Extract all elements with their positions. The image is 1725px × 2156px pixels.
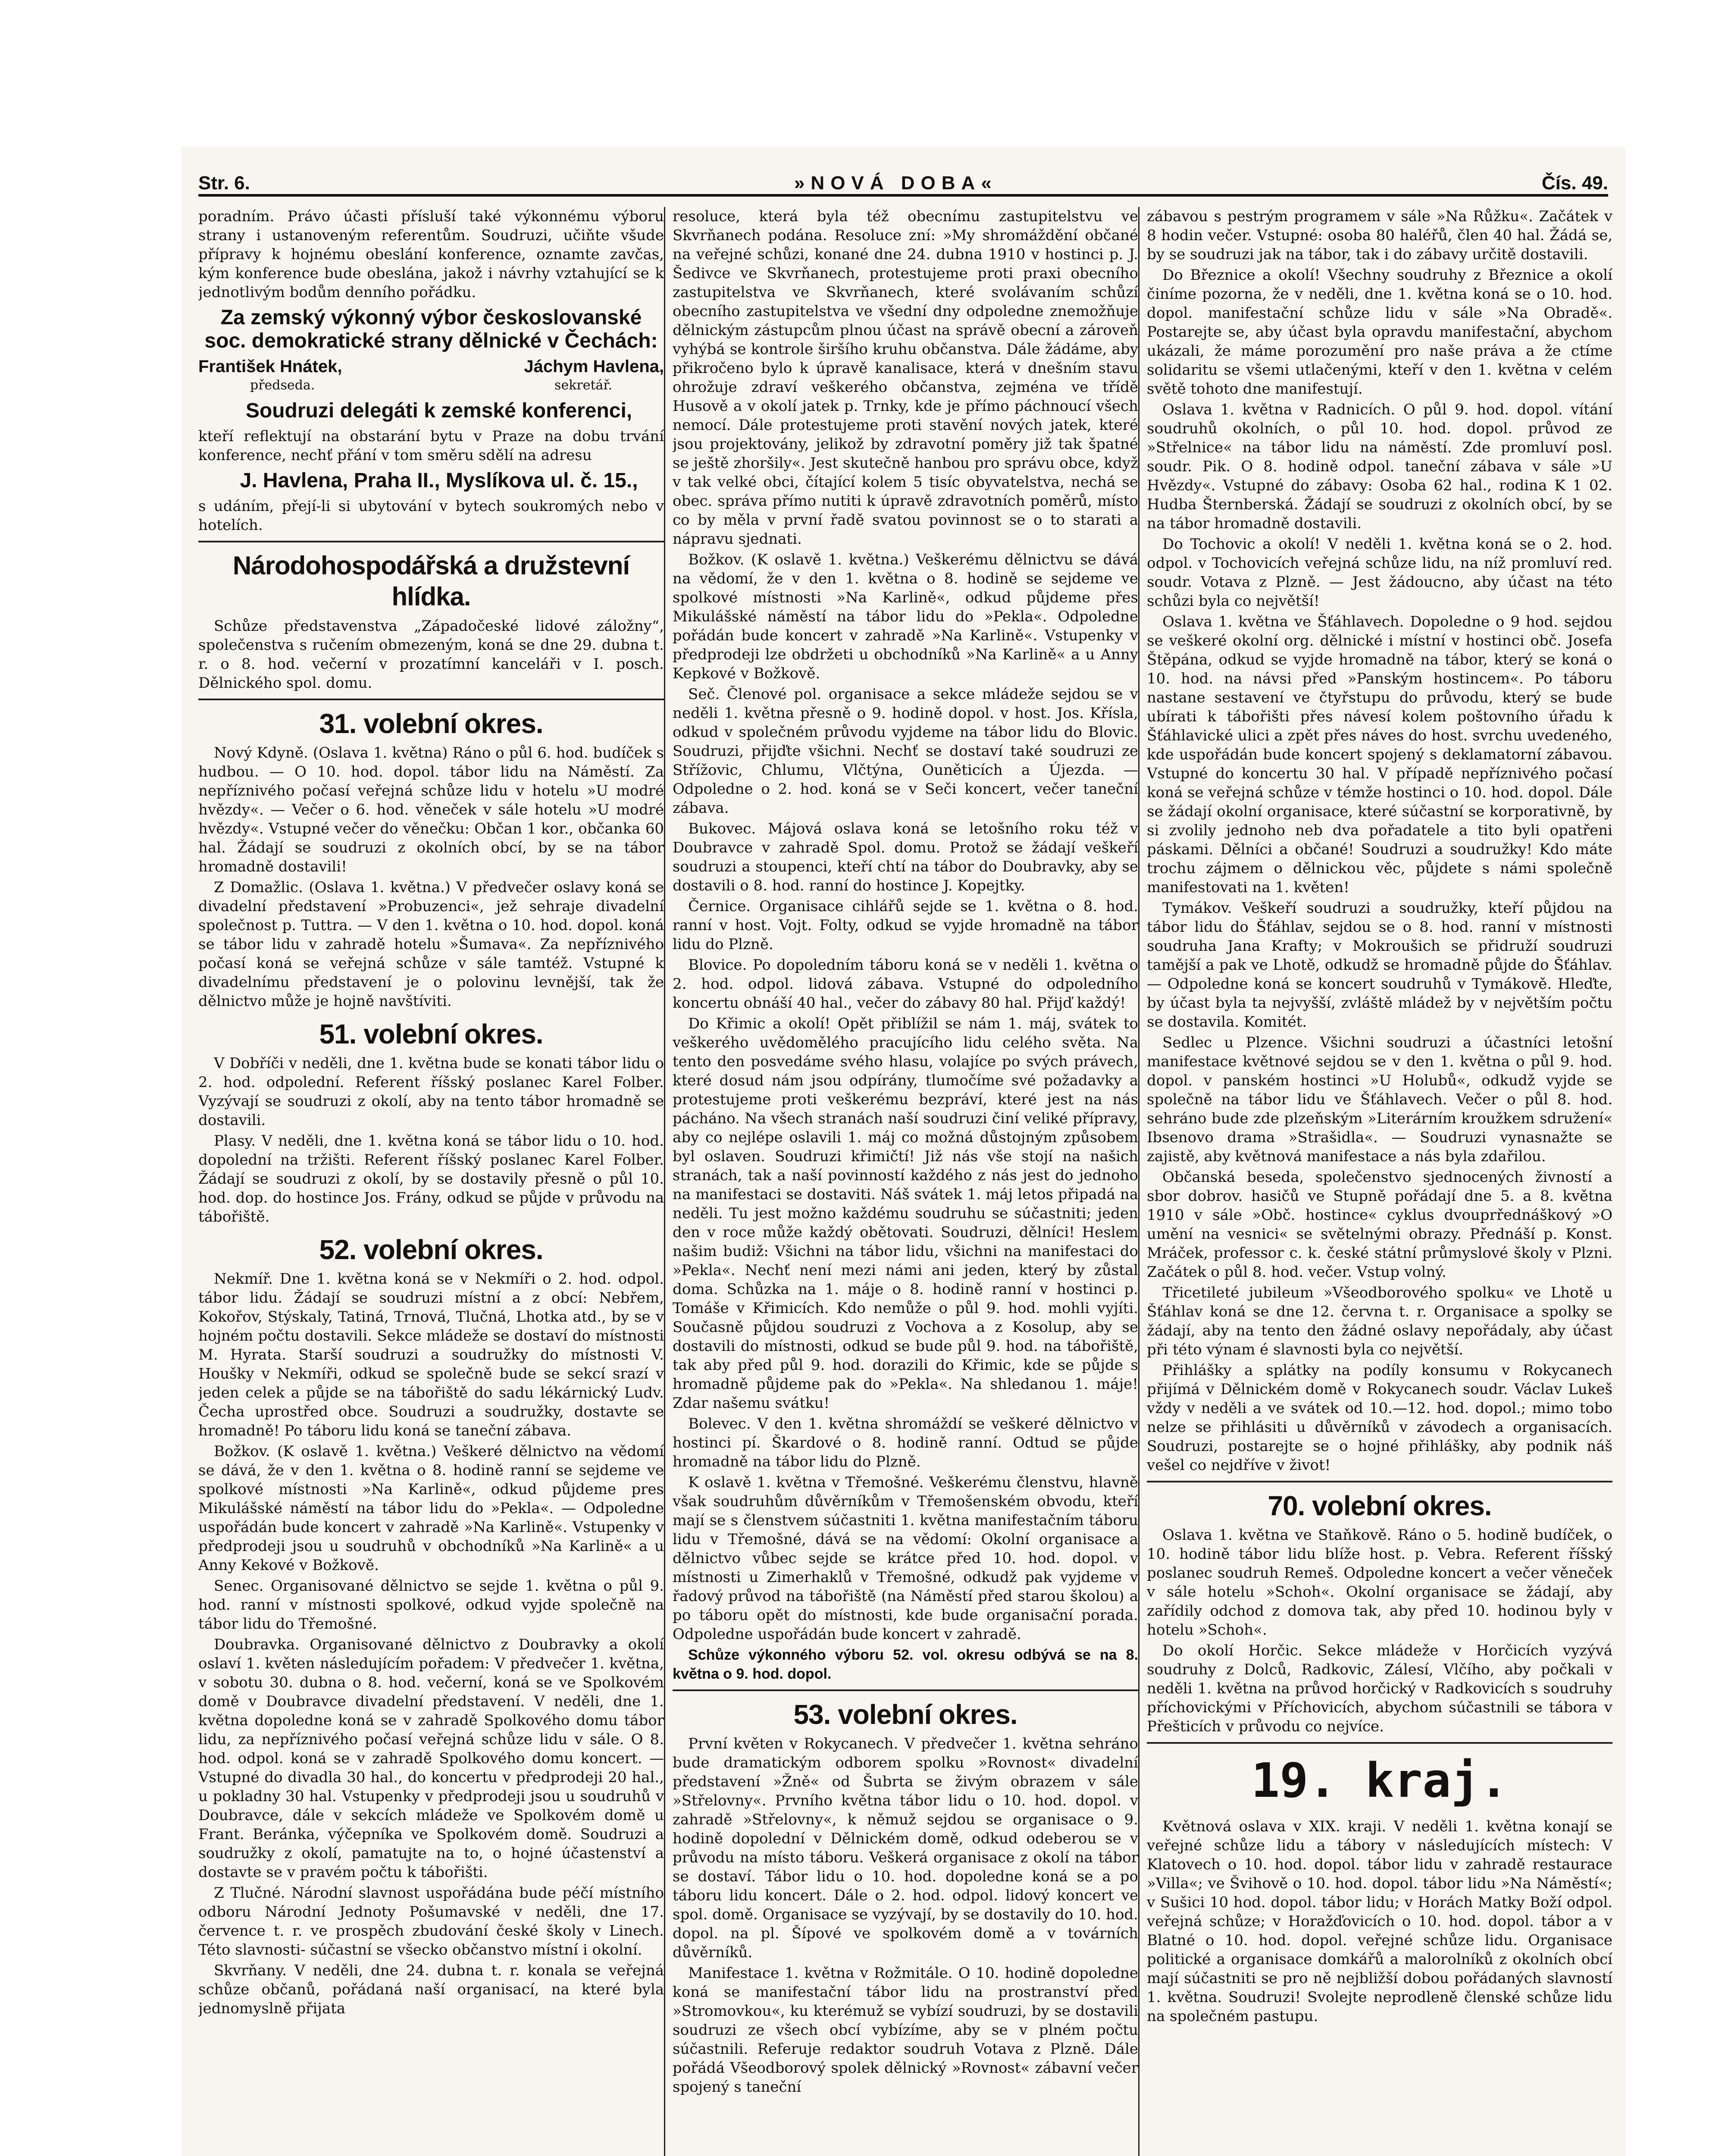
article-paragraph: Senec. Organisované dělnictvo se sejde 1. května o půl 9. hod. ranní v místnosti spolkové, odkud vyjde společně na tábor lidu do Třemošné. — [198, 1577, 664, 1633]
article-paragraph: Manifestace 1. května v Rožmitále. O 10. hodině dopoledne koná se manifestační tábor lidu na prostranství před »Stromovkou«, ku kterémuž se vybízí soudruzi, by se dostavili soudruzi ze všech obcí vybízíme, aby se v plném počtu súčastnili. Referuje redaktor soudruh Votava z Plzně. Dále pořádá Všeodborový spolek dělnický »Rovnost« zábavní večer spojený s taneční — [673, 1965, 1138, 2096]
section-heading: Národohospodářská a družstevní hlídka. — [232, 551, 630, 611]
article-paragraph: Přihlášky a splátky na podíly konsumu v Rokycanech přijímá v Dělnickém domě v Rokycanech soudr. Václav Lukeš vždy v neděli a ve svátek od 10.—12. hod. dopol.; mimo tobo nelze se přihlásiti u důvěrníků v závodech a organisacích. Soudruzi, postarejte se o hojné přihlášky, aby podnik náš vešel co nejdříve v život! — [1147, 1362, 1612, 1474]
article-paragraph: zábavou s pestrým programem v sále »Na Růžku«. Začátek v 8 hodin večer. Vstupné: osoba 80 haléřů, člen 40 hal. Žádá se, by se soudruzi jak na tábor, tak i do zábavy určitě dostavili. — [1147, 208, 1612, 263]
article-paragraph: Nový Kdyně. (Oslava 1. května) Ráno o půl 6. hod. budíček s hudbou. — O 10. hod. dopol. tábor lidu na Náměstí. Za nepříznivého počasí veřejná schůze lidu v hotelu »U modré hvězdy«. — Večer o 6. hod. věneček v sále hotelu »U modré hvězdy«. Vstupné večer do věnečku: Občan 1 kor., občanka 60 hal. Žádají se soudruzi z okolních obcí, by se na tábor hromadně dostavili! — [198, 744, 664, 875]
article-paragraph: Z Tlučné. Národní slavnost uspořádána bude péčí místního odboru Národní Jednoty Pošumavské v neděli, dne 17. července t. r. ve prospěch zbudování české školy v Linech. Této slavnosti- súčastní se všecko občanstvo místní i okolní. — [198, 1884, 664, 1959]
article-paragraph: Občanská beseda, společenstvo sjednocených živností a sbor dobrov. hasičů ve Stupně pořádají dne 5. a 8. května 1910 v sále »Obč. hostince« cyklus dvouprřednáškový »O umění na vesnici« se světelnými obrazy. Přednáší p. Konst. Mráček, professor c. k. české státní průmyslové školy v Plzni. Začátek o půl 8. hod. večer. Vstup volný. — [1147, 1169, 1612, 1281]
column-2 — [673, 207, 1138, 2156]
delegates-text: kteří reflektují na obstarání bytu v Praze na dobu trvání konference, nechť přání v tom směru sdělí na adresu — [198, 428, 664, 464]
article-paragraph: Do Křimic a okolí! Opět přiblížil se nám 1. máj, svátek to veškerého uvědomělého pracujícího lidu celého světa. Na tento den posvedáme svého hlasu, volajíce po svých právech, které dosud nám jsou odpírány, tlumočíme své požadavky a protestujeme proti veškerému bezpráví, které jest na nás pácháno. Na všech stranách naší soudruzi činí veliké přípravy, aby co nejlépe oslavili 1. máj co možná důstojným způsobem byl oslaven. Soudruzi křimičtí! Již nás vše stojí na našich stranách, tak a naší povinností každého z nás jest do jednoho na manifestaci se dostaviti. Náš svátek 1. máj letos připadá na neděli. Tu jest možno každému soudruhu se súčastniti; jeden den v roce může každý obětovati. Soudruzi, dělníci! Heslem našim budiž: Všichni na tábor lidu, všichni na manifestaci do »Pekla«. Nechť není mezi námi ani jeden, který by zůstal doma. Schůzka na 1. máje o 8. hodině ranní v hostinci p. Tomáše v Křimicích. Kdo nemůže o půl 9. hod. mohli vyjíti. Současně půjdou soudruzi z Vochova a z Kosolup, aby se dostavili do místnosti, odkud se bude půl 9. hod. na tábořiště, tak aby před půl 9. hod. dorazili do Křimic, kde se půjde s hromadně půjdeme pak do »Pekla«. Na shledanou 1. máje! Zdar našemu svátku! — [673, 1015, 1138, 1412]
article-paragraph: Do okolí Horčic. Sekce mládeže v Horčicích vyzývá soudruhy z Dolců, Radkovic, Zálesí, Vlčího, aby počkali v neděli 1. května na průvod horčický v Radkovicích s soudruhy příchovickými v Příchovicích, abychom súčastnili se tábora v Přešticích v průvodu co nejvíce. — [1147, 1642, 1612, 1735]
district-heading: 51. volební okres. — [319, 1018, 543, 1050]
article-paragraph: Blovice. Po dopoledním táboru koná se v neděli 1. května o 2. hod. odpol. lidová zábava. Vstupné do odpoledního koncertu obnáší 40 hal., večer do zábavy 80 hal. Přijď každý! — [673, 956, 1138, 1012]
district-heading: 53. volební okres. — [793, 1699, 1017, 1730]
article-paragraph: Sedlec u Plzence. Všichni soudruzi a účastníci letošní manifestace květnové sejdou se v den 1. května o půl 9. hod. dopol. v panském hostinci »U Holubů«, odkudž vyjde se společně na tábor lidu ve Šťáhlavech. Večer o půl 8. hod. sehráno bude zde plzeňským »Literárním kroužkem sdružení« Ibsenovo drama »Strašidla«. — Soudruzi vynasnažte se zajistě, aby květnová manifestace a nás byla zdařilou. — [1147, 1034, 1612, 1165]
page-number: Str. 6. — [198, 172, 250, 194]
divider — [1147, 1742, 1612, 1744]
issue-number: Čís. 49. — [1541, 172, 1608, 194]
district-heading: 31. volební okres. — [319, 708, 543, 739]
district-heading: 70. volební okres. — [1268, 1490, 1492, 1521]
signature-roles — [198, 376, 664, 395]
article-paragraph: Z Domažlic. (Oslava 1. května.) V předvečer oslavy koná se divadelní představení »Probuzenci«, jež sehraje divadelní společnost p. Tuttra. — V den 1. května o 10. hod. dopol. koná se tábor lidu v zahradě hotelu »Šumava«. Za nepříznivého počasí koná se veřejná schůze v sále tamtéž. Vstupné k divadelnímu představení je o polovinu levnější, tak že dělnictvo může je hojně navštíviti. — [198, 879, 664, 1010]
article-paragraph: Třicetileté jubileum »Všeodborového spolku« ve Lhotě u Šťáhlav koná se dne 12. června t. r. Organisace a spolky se žádají, aby na tento den žádné oslavy nepořádaly, aby účast při této výnam é slavnosti byla co největší. — [1147, 1284, 1612, 1358]
article-paragraph: Doubravka. Organisované dělnictvo z Doubravky a okolí oslaví 1. květen následujícím pořadem: V předvečer 1. května, v sobotu 30. dubna o 8. hod. večerní, koná se ve Spolkovém domě v Doubravce divadelní představení. V neděli, dne 1. května dopoledne koná se v zahradě Spolkového domu tábor lidu, za nepříznivého počasí veřejná schůze lidu v sále. O 8. hod. odpol. koná se v zahradě Spolkového domu koncert. — Vstupné do divadla 30 hal., do koncertu v předprodeji 20 hal., u pokladny 30 hal. Vstupenky v předprodeji jsou u soudruhů v Doubravce, dále v sekcích mládeže ve Spolkovém domě u Frant. Beránka, výčepníka ve Spolkovém domě. Soudruzi a soudružky z okolí, pamatujte na to, o hojné účastenství a dostavte se v pravém počtu k tábořišti. — [198, 1636, 664, 1881]
column-3 — [1147, 207, 1612, 2156]
executive-heading: Za zemský výkonný výbor českoslovanské soc. demokratické strany dělnické v Čechách: — [204, 306, 658, 352]
article-paragraph: K oslavě 1. května v Třemošné. Veškerému členstvu, hlavně však soudruhům důvěrníkům v Třemošenském obvodu, kteří mají se s členstvem súčastniti 1. května manifestačním táboru lidu v Třemošné, dává se na vědomí: Okolní organisace a dělnictvo vůbec sejde se krátce před 10. hod. dopol. v místnosti u Zimerhaklů v Třemošné, odkudž pak vyjdeme v řadový průvod na tábořiště (na Náměstí před starou školou) a po táboru opět do místnosti, kde bude organisační porada. Odpoledne uspořádán bude koncert v zahradě. — [673, 1474, 1138, 1643]
article-paragraph: Skvrňany. V neděli, dne 24. dubna t. r. konala se veřejná schůze občanů, pořádaná naší organisací, na které byla jednomyslně přijata — [198, 1962, 664, 2017]
delegates-tail: s udáním, přejí-li si ubytování v bytech soukromých nebo v hotelích. — [198, 498, 664, 534]
delegates-address: J. Havlena, Praha II., Myslíkova ul. č. 15., — [240, 469, 638, 492]
district-heading: 52. volební okres. — [319, 1234, 543, 1265]
article-paragraph: Plasy. V neděli, dne 1. května koná se tábor lidu o 10. hod. dopolední na tržišti. Referent říšský poslanec Karel Folber. Žádají se soudruzi z okolí, by se dostavily přesně o půl 10. hod. dop. do hostince Jos. Frány, odkud se půjde v průvodu na tábořiště. — [198, 1132, 664, 1225]
article-paragraph: Schůze představenstva „Západočeské lidové záložny“, společenstva s ručením obmezeným, koná se dne 29. dubna t. r. o 8. hod. večerní v prozatímní kanceláři v I. posch. Dělnického spol. domu. — [198, 617, 664, 692]
signature-chairman: František Hnátek, — [198, 357, 342, 376]
article-paragraph: resoluce, která byla též obecnímu zastupitelstvu ve Skvrňanech podána. Resoluce zní: »My shromáždění občané na veřejné schůzi, konané dne 24. dubna 1910 v hostinci p. J. Šedivce ve Skvrňanech, protestujeme proti praxi obecního zastupitelstva ve Skvrňanech, které svolávaním schůzí obecního zastupitelstva ve všední dny odpoledne znemožňuje dělnickým zástupcům plnou účast na správě obecní a zároveň vyhýbá se kontrole širšího kruhu občanstva. Dále žádáme, aby přikročeno bylo k úpravě kanalisace, která v dnešním stavu ohrožuje zdraví veškerého občanstva, zejména ve třídě Husově a v okolí jatek p. Trnky, kde je přímo páchnoucí všech nemocí. Dále protestujeme proti stavění nových jatek, které jsou projektovány, jelikož by zdravotní poměry již tak špatné se ještě zhoršily«. Jest skutečně hanbou pro správu obce, když v tak velké obci, čítající kolem 5 tisíc obyvatelstva, nechá se obec. správa přímo nutiti k úpravě zdravotních poměrů, místo co by měla v první řadě svatou povinnost se o to starati a nápravu sjednati. — [673, 208, 1138, 548]
article-paragraph: Nekmíř. Dne 1. května koná se v Nekmíři o 2. hod. odpol. tábor lidu. Žádají se soudruzi místní a z obcí: Nebřem, Kokořov, Stýskaly, Tatiná, Trnová, Tlučná, Lhotka atd., by se v hojném počtu dostavili. Sekce mládeže se dostaví do místnosti M. Hyrata. Starší soudruzi a soudružky do místnosti V. Houšky v Nekmíři, odkud se společně bude se sekcí srazí v jeden celek a půjde se na tábořiště do sadu lékárnický Ludv. Čecha uprostřed obce. Soudruzi a soudružky, dostavte se hromadně! Po táboru lidu koná se taneční zábava. — [198, 1270, 664, 1439]
delegates-heading: Soudruzi delegáti k zemské konferenci, — [245, 399, 632, 422]
signature-secretary: Jáchym Havlena, — [524, 357, 664, 376]
divider — [198, 699, 664, 700]
divider — [673, 1689, 1138, 1691]
article-paragraph: Oslava 1. května ve Šťáhlavech. Dopoledne o 9 hod. sejdou se veškeré okolní org. dělnické i místní v hostinci obč. Josefa Štěpána, odkud se vyjde hromadně na tábor, který se koná o 10. hod. na návsi před »Panským hostincem«. Po táboru nastane sestavení ve čtyřstupu do průvodu, který se bude ubírati k tábořišti přes návesí kolem poštovního úřadu k Šťáhlavické ulici a zpět přes náves do host. svrchu uvedeného, kde uspořádán bude koncert spojený s deklamatorní zábavou. Vstupné do koncertu 30 hal. V případě nepříznivého počasí koná se veřejná schůze v témže hostinci o 10. hod. dopol. Dále se žádají okolní organisace, které súčastní se korporativně, by si zvolily jednoho neb dva pořadatele a tito byli opatřeni páskami. Dělníci a občané! Soudruzi a soudružky! Kdo máte trochu zájmem o dělnickou věc, půjdete s námi společně manifestovati na 1. květen! — [1147, 613, 1612, 896]
article-paragraph: Seč. Členové pol. organisace a sekce mládeže sejdou se v neděli 1. května přesně o 9. hodině dopol. v host. Jos. Křísla, odkud v společném průvodu vyjdeme na tábor lidu do Blovic. Soudruzi, přijďte všichni. Nechť se dostaví také soudruzi ze Střížovic, Chlumu, Vlčtýna, Ouněticích a Újezda. — Odpoledne o 2. hod. koná se v Seči koncert, večer taneční zábava. — [673, 686, 1138, 817]
article-paragraph: Božkov. (K oslavě 1. května.) Veškeré dělnictvo na vědomí se dává, že v den 1. května o 8. hodině ranní se sejdeme ve spolkové místnosti »Na Karlině«, odkud půjdeme pres Mikulášské náměstí na tábor lidu do »Pekla«. — Odpoledne uspořádán bude koncert v zahradě »Na Karlině«. Vstupenky v předprodeji jsou u soudruhů v obchodníků »Na Karlině« a u Anny Kekové v Božkově. — [198, 1443, 664, 1574]
article-paragraph: Do Tochovic a okolí! V neděli 1. května koná se o 2. hod. odpol. v Tochovicích veřejná schůze lidu, na níž promluví red. soudr. Votava z Plzně. — Jest žádoucno, aby účast na této schůzi byla co největší! — [1147, 536, 1612, 610]
divider — [1147, 1481, 1612, 1482]
article-paragraph: poradním. Právo účasti přísluší také výkonnému výboru strany i ustanoveným referentům. Soudruzi, učiňte všude přípravy k hojnému obeslání konference, oznamte zavčas, kým konference bude obeslána, jakož i návrhy vztahující se k jednotlivým bodům denního pořádku. — [198, 208, 664, 301]
page-header — [198, 160, 1608, 197]
role-secretary: sekretář. — [554, 378, 612, 393]
role-chairman: předseda. — [250, 378, 315, 393]
article-paragraph: Do Březnice a okolí! Všechny soudruhy z Březnice a okolí činíme pozorna, že v neděli, dne 1. května koná se o 10. hod. dopol. manifestační schůze lidu v sále »Na Obradě«. Postarejte se, aby účast byla opravdu manifestační, abychom ukázali, že máme porozumění pro naše práva a že ctíme solidaritu se všemi utlačenými, kteří v den 1. května v celém světě tohoto dne manifestují. — [1147, 266, 1612, 398]
article-paragraph: První květen v Rokycanech. V předvečer 1. května sehráno bude dramatickým odborem spolku »Rovnost« divadelní představení »Žně« od Šubrta se živým obrazem v sále »Střelovny«. Prvního května tábor lidu o 10. hod. dopol. v zahradě »Střelovny«, k němuž sejdou se organisace o 9. hodině dopolední v Dělnickém domě, odkud odeberou se v průvodu na místo táboru. Veškerá organisace z okolí na tábor se dostaví. Tábor lidu o 10. hod. dopoledne koná se a po táboru lidu koncert. Dále o 2. hod. odpol. lidový koncert ve spol. domě. Organisace se vyzývají, by se dostavily do 10. hod. dopol. na pl. Šípové ve spolkovém domě a v továrních důvěrníků. — [673, 1735, 1138, 1961]
signatures — [198, 357, 664, 376]
column-1 — [198, 207, 664, 2156]
article-paragraph: Oslava 1. května ve Staňkově. Ráno o 5. hodině budíček, o 10. hodině tábor lidu blíže host. p. Vebra. Referent říšský poslanec soudruh Remeš. Odpoledne koncert a večer věneček v sále hotelu »Schoh«. Okolní organisace se žádají, aby zařídily odchod z domova tak, aby před 10. hodinou byly v hotelu »Schoh«. — [1147, 1526, 1612, 1639]
article-paragraph: Tymákov. Veškeří soudruzi a soudružky, kteří půjdou na tábor lidu do Šťáhlav, sejdou se o 8. hod. ranní v místnosti soudruha Jana Krafty; v Mokroušich se přidruží soudruzi tamější a pak ve Lhotě, odkudž se hromadně půjde do Šťáhlav. — Odpoledne koná se koncert soudruhů v Tymákově. Hleďte, by účast byla ta nejvyšší, zvláště mládež by v největším počtu se dostavila. Komitét. — [1147, 899, 1612, 1031]
column-divider — [664, 207, 665, 2156]
article-paragraph: Schůze výkonného výboru 52. vol. okresu odbývá se na 8. května o 9. hod. dopol. — [673, 1647, 1138, 1682]
region-heading: 19. kraj. — [1251, 1753, 1509, 1808]
divider — [198, 541, 664, 542]
article-paragraph: Bukovec. Májová oslava koná se letošního roku též v Doubravce v zahradě Spol. domu. Protož se žádají veškeří soudruzi a stoupenci, kteří chtí na tábor do Doubravky, aby se dostavili o 8. hod. ranní do hostince J. Kopejtky. — [673, 820, 1138, 894]
article-paragraph: V Dobříči v neděli, dne 1. května bude se konati tábor lidu o 2. hod. odpolední. Referent říšský poslanec Karel Folber. Vyzývají se soudruzi z okolí, aby na tento tábor hromadně se dostavili. — [198, 1055, 664, 1129]
article-paragraph: Černice. Organisace cihlářů sejde se 1. května o 8. hod. ranní v host. Vojt. Folty, odkud se vyjde hromadně na tábor lidu do Plzně. — [673, 898, 1138, 953]
newspaper-page — [181, 147, 1625, 2156]
article-paragraph: Božkov. (K oslavě 1. května.) Veškerému dělnictvu se dává na vědomí, že v den 1. května o 8. hodině se sejdeme ve spolkové místnosti »Na Karlině«, odkud půjdeme přes Mikulášské náměstí na tábor lidu do »Pekla«. Odpoledne pořádán bude koncert v zahradě »Na Karlině«. Vstupenky v předprodeji lze obdržeti u obchodníků »Na Karlině« a u Anny Kepkové v Božkově. — [673, 551, 1138, 682]
article-paragraph: Květnová oslava v XIX. kraji. V neděli 1. května konají se veřejné schůze lidu a tábory v následujících místech: V Klatovech o 10. hod. dopol. tábor lidu v zahradě restaurace »Villa«; ve Švihově o 10. hod. dopol. tábor lidu »Na Náměstí«; v Sušici 10 hod. dopol. tábor lidu; v Horách Matky Boží odpol. veřejná schůze; v Horažďovicích o 10. hod. dopol. tábor a v Blatné o 10. hod. dopol. veřejné schůze lidu. Organisace politické a organisace domkářů a malorolníků z okolních obcí mají súčastniti se pro ně nejbližší dobou pořádaných slavností 1. května. Soudruzi! Svolejte neprodleně členské schůze lidu na společném pastupu. — [1147, 1818, 1612, 2025]
column-divider — [1138, 207, 1140, 2156]
article-paragraph: Bolevec. V den 1. května shromáždí se veškeré dělnictvo v hostinci pí. Škardové o 8. hodině ranní. Odtud se půjde hromadně na tábor lidu do Plzně. — [673, 1415, 1138, 1470]
article-paragraph: Oslava 1. května v Radnicích. O půl 9. hod. dopol. vítání soudruhů okolních, o půl 10. hod. dopol. průvod ze »Střelnice« na tábor lidu na náměstí. Zde promluví posl. soudr. Pik. O 8. hodině odpol. taneční zábava v sále »U Hvězdy«. Vstupné do zábavy: Osoba 62 hal., rodina K 1 02. Hudba Šternberská. Žádají se soudruzi z okolních obcí, by se na tábor hromadně dostavili. — [1147, 401, 1612, 532]
newspaper-title: »NOVÁ DOBA« — [794, 172, 998, 194]
